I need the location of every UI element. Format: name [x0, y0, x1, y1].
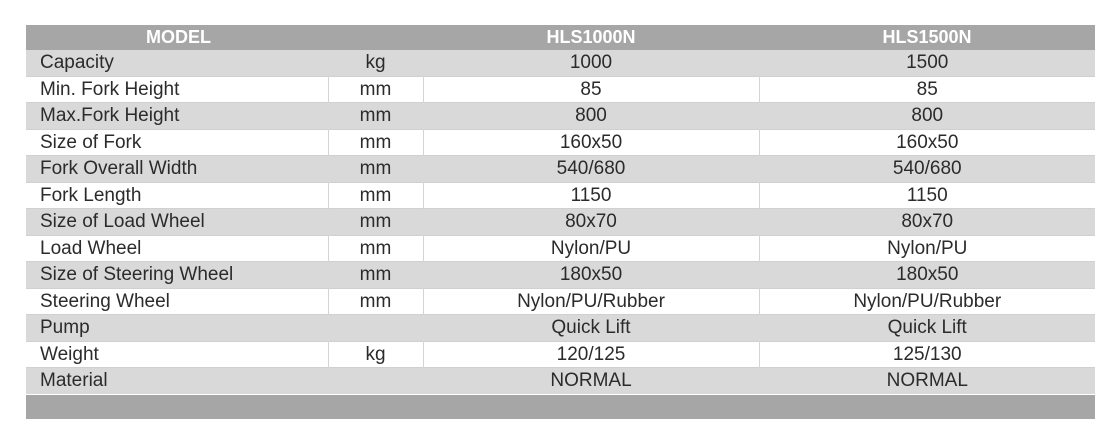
row-value-hls1500n: 160x50: [759, 129, 1095, 156]
table-row: [26, 76, 1095, 103]
footer-bar: [26, 395, 1095, 419]
row-unit: kg: [328, 50, 423, 76]
row-name: Size of Load Wheel: [26, 209, 328, 236]
row-value-hls1000n: Quick Lift: [423, 315, 759, 342]
row-unit: mm: [328, 103, 423, 130]
row-value-hls1500n: NORMAL: [759, 368, 1095, 394]
row-value-hls1000n: 120/125: [423, 341, 759, 368]
row-name: Pump: [26, 315, 328, 342]
row-name: Max.Fork Height: [26, 103, 328, 130]
row-name: Weight: [26, 341, 328, 368]
header-row: [26, 25, 1095, 50]
spec-body: [26, 50, 1095, 394]
row-name: Material: [26, 368, 328, 394]
header-model: MODEL: [26, 25, 328, 50]
row-value-hls1000n: 1000: [423, 50, 759, 76]
row-value-hls1000n: NORMAL: [423, 368, 759, 394]
row-unit: mm: [328, 235, 423, 262]
row-value-hls1500n: 540/680: [759, 156, 1095, 183]
row-value-hls1500n: Nylon/PU/Rubber: [759, 288, 1095, 315]
row-value-hls1500n: Quick Lift: [759, 315, 1095, 342]
table-row: [26, 262, 1095, 289]
table-row: [26, 368, 1095, 394]
header-hls1500n: HLS1500N: [759, 25, 1095, 50]
row-name: Fork Length: [26, 182, 328, 209]
row-value-hls1000n: 80x70: [423, 209, 759, 236]
table-row: [26, 103, 1095, 130]
table-row: [26, 50, 1095, 76]
row-unit: mm: [328, 288, 423, 315]
row-value-hls1000n: Nylon/PU: [423, 235, 759, 262]
row-unit: [328, 368, 423, 394]
row-value-hls1000n: Nylon/PU/Rubber: [423, 288, 759, 315]
row-name: Size of Fork: [26, 129, 328, 156]
row-name: Size of Steering Wheel: [26, 262, 328, 289]
row-unit: mm: [328, 182, 423, 209]
row-name: Capacity: [26, 50, 328, 76]
row-value-hls1500n: Nylon/PU: [759, 235, 1095, 262]
row-unit: mm: [328, 262, 423, 289]
row-value-hls1000n: 800: [423, 103, 759, 130]
table-row: [26, 235, 1095, 262]
row-value-hls1000n: 540/680: [423, 156, 759, 183]
row-value-hls1500n: 180x50: [759, 262, 1095, 289]
table-row: [26, 129, 1095, 156]
table-row: [26, 182, 1095, 209]
table-row: [26, 315, 1095, 342]
row-unit: mm: [328, 129, 423, 156]
row-value-hls1500n: 1500: [759, 50, 1095, 76]
row-name: Min. Fork Height: [26, 76, 328, 103]
spec-table: [26, 25, 1095, 394]
row-value-hls1000n: 85: [423, 76, 759, 103]
table-row: [26, 209, 1095, 236]
row-value-hls1500n: 1150: [759, 182, 1095, 209]
row-value-hls1500n: 800: [759, 103, 1095, 130]
row-unit: mm: [328, 209, 423, 236]
row-unit: kg: [328, 341, 423, 368]
row-value-hls1000n: 180x50: [423, 262, 759, 289]
row-value-hls1000n: 160x50: [423, 129, 759, 156]
header-hls1000n: HLS1000N: [423, 25, 759, 50]
row-name: Steering Wheel: [26, 288, 328, 315]
row-name: Load Wheel: [26, 235, 328, 262]
row-value-hls1000n: 1150: [423, 182, 759, 209]
row-value-hls1500n: 85: [759, 76, 1095, 103]
row-name: Fork Overall Width: [26, 156, 328, 183]
table-row: [26, 156, 1095, 183]
row-unit: [328, 315, 423, 342]
table-row: [26, 288, 1095, 315]
row-unit: mm: [328, 156, 423, 183]
row-value-hls1500n: 125/130: [759, 341, 1095, 368]
header-unit: [328, 25, 423, 50]
row-unit: mm: [328, 76, 423, 103]
table-row: [26, 341, 1095, 368]
row-value-hls1500n: 80x70: [759, 209, 1095, 236]
